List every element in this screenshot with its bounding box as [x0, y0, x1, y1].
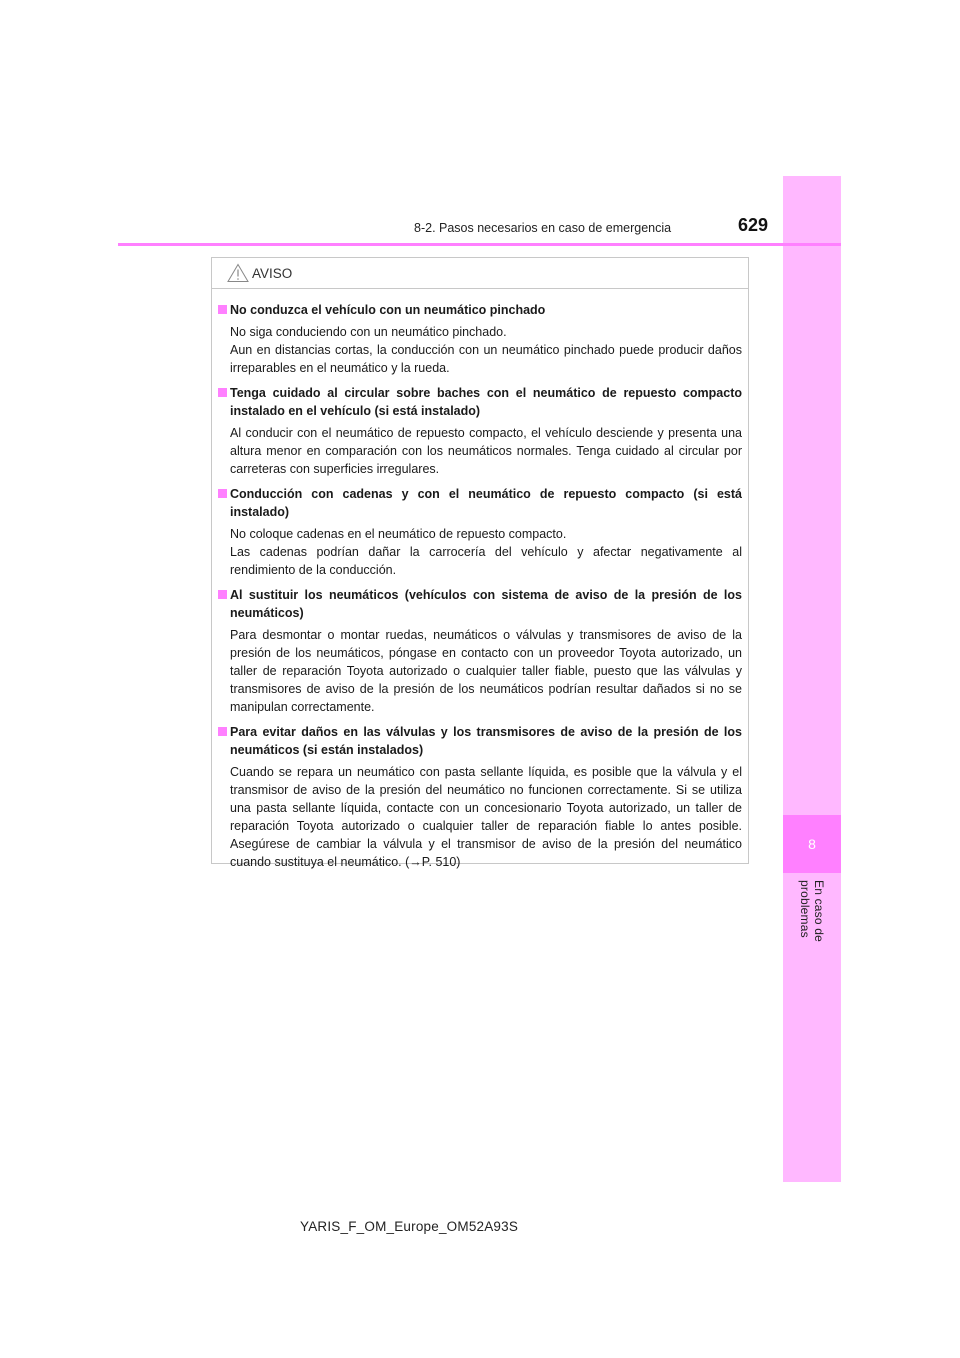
- warning-header: [212, 258, 748, 289]
- warning-paragraph: No coloque cadenas en el neumático de repuesto compacto.: [230, 527, 567, 541]
- warning-item-title-text: Al sustituir los neumáticos (vehículos con sistema de aviso de la presión de los neumáticos): [230, 588, 742, 620]
- chapter-title-text: En caso de problemas: [798, 880, 826, 943]
- bullet-square-icon: [218, 727, 227, 736]
- warning-label: AVISO: [252, 265, 293, 281]
- warning-paragraph: Al conducir con el neumático de repuesto compacto, el vehículo desciende y presenta una altura menor en comparación con los neumáticos normales. Tenga cuidado al circular por carreteras con superficies irregulares.: [230, 426, 742, 476]
- header-divider: [118, 243, 841, 246]
- chapter-title: [783, 880, 841, 1000]
- bullet-square-icon: [218, 388, 227, 397]
- warning-item: [218, 586, 742, 716]
- warning-box: [211, 257, 749, 869]
- warning-item-title: [218, 384, 742, 420]
- warning-paragraph: No siga conduciendo con un neumático pinchado.: [230, 325, 507, 339]
- warning-triangle-icon: [227, 263, 249, 283]
- warning-item-title: [218, 586, 742, 622]
- warning-item: [218, 384, 742, 478]
- warning-item-title-text: Conducción con cadenas y con el neumático de repuesto compacto (si está instalado): [230, 487, 742, 519]
- bullet-square-icon: [218, 305, 227, 314]
- chapter-number: 8: [783, 815, 841, 873]
- side-tab: [783, 176, 841, 1182]
- warning-item: [218, 485, 742, 579]
- section-title: 8-2. Pasos necesarios en caso de emergencia: [414, 221, 672, 235]
- warning-paragraph: Cuando se repara un neumático con pasta sellante líquida, es posible que la válvula y el transmisor de aviso de la presión del neumático no funcionen correctamente. Si se utiliza una pasta sellante líquida, contacte con un concesionario Toyota autorizado, un taller de reparación Toyota autorizado o cualquier taller de reparación fiable lo antes posible. Asegúrese de cambiar la válvula y el transmisor de aviso de la presión del neumático cuando sustituya el neumático. (→P. 510): [230, 765, 742, 869]
- warning-item: [218, 723, 742, 871]
- warning-item-title: [218, 723, 742, 759]
- warning-item-title-text: Tenga cuidado al circular sobre baches con el neumático de repuesto compacto instalado en el vehículo (si está instalado): [230, 386, 742, 418]
- footer-document-code: YARIS_F_OM_Europe_OM52A93S: [300, 1219, 519, 1234]
- bullet-square-icon: [218, 489, 227, 498]
- warning-item-title-text: No conduzca el vehículo con un neumático pinchado: [230, 303, 546, 317]
- warning-body: [212, 289, 748, 871]
- bullet-square-icon: [218, 590, 227, 599]
- page-number: 629: [738, 215, 769, 235]
- warning-item-title-text: Para evitar daños en las válvulas y los transmisores de aviso de la presión de los neumáticos (si están instalados): [230, 725, 742, 757]
- warning-paragraph: Para desmontar o montar ruedas, neumáticos o válvulas y transmisores de aviso de la presión de los neumáticos, póngase en contacto con un proveedor Toyota autorizado, un taller de reparación Toyota autorizado o cualquier taller fiable, puesto que las válvulas y transmisores de aviso de la presión de los neumáticos podrían resultar dañados si no se manipulan correctamente.: [230, 628, 742, 714]
- warning-paragraph: Aun en distancias cortas, la conducción con un neumático pinchado puede producir daños irreparables en el neumático y la rueda.: [230, 343, 742, 375]
- warning-paragraph: Las cadenas podrían dañar la carrocería del vehículo y afectar negativamente al rendimiento de la conducción.: [230, 545, 742, 577]
- warning-item-title: [218, 485, 742, 521]
- warning-item: [218, 301, 742, 377]
- warning-item-title: [218, 301, 742, 319]
